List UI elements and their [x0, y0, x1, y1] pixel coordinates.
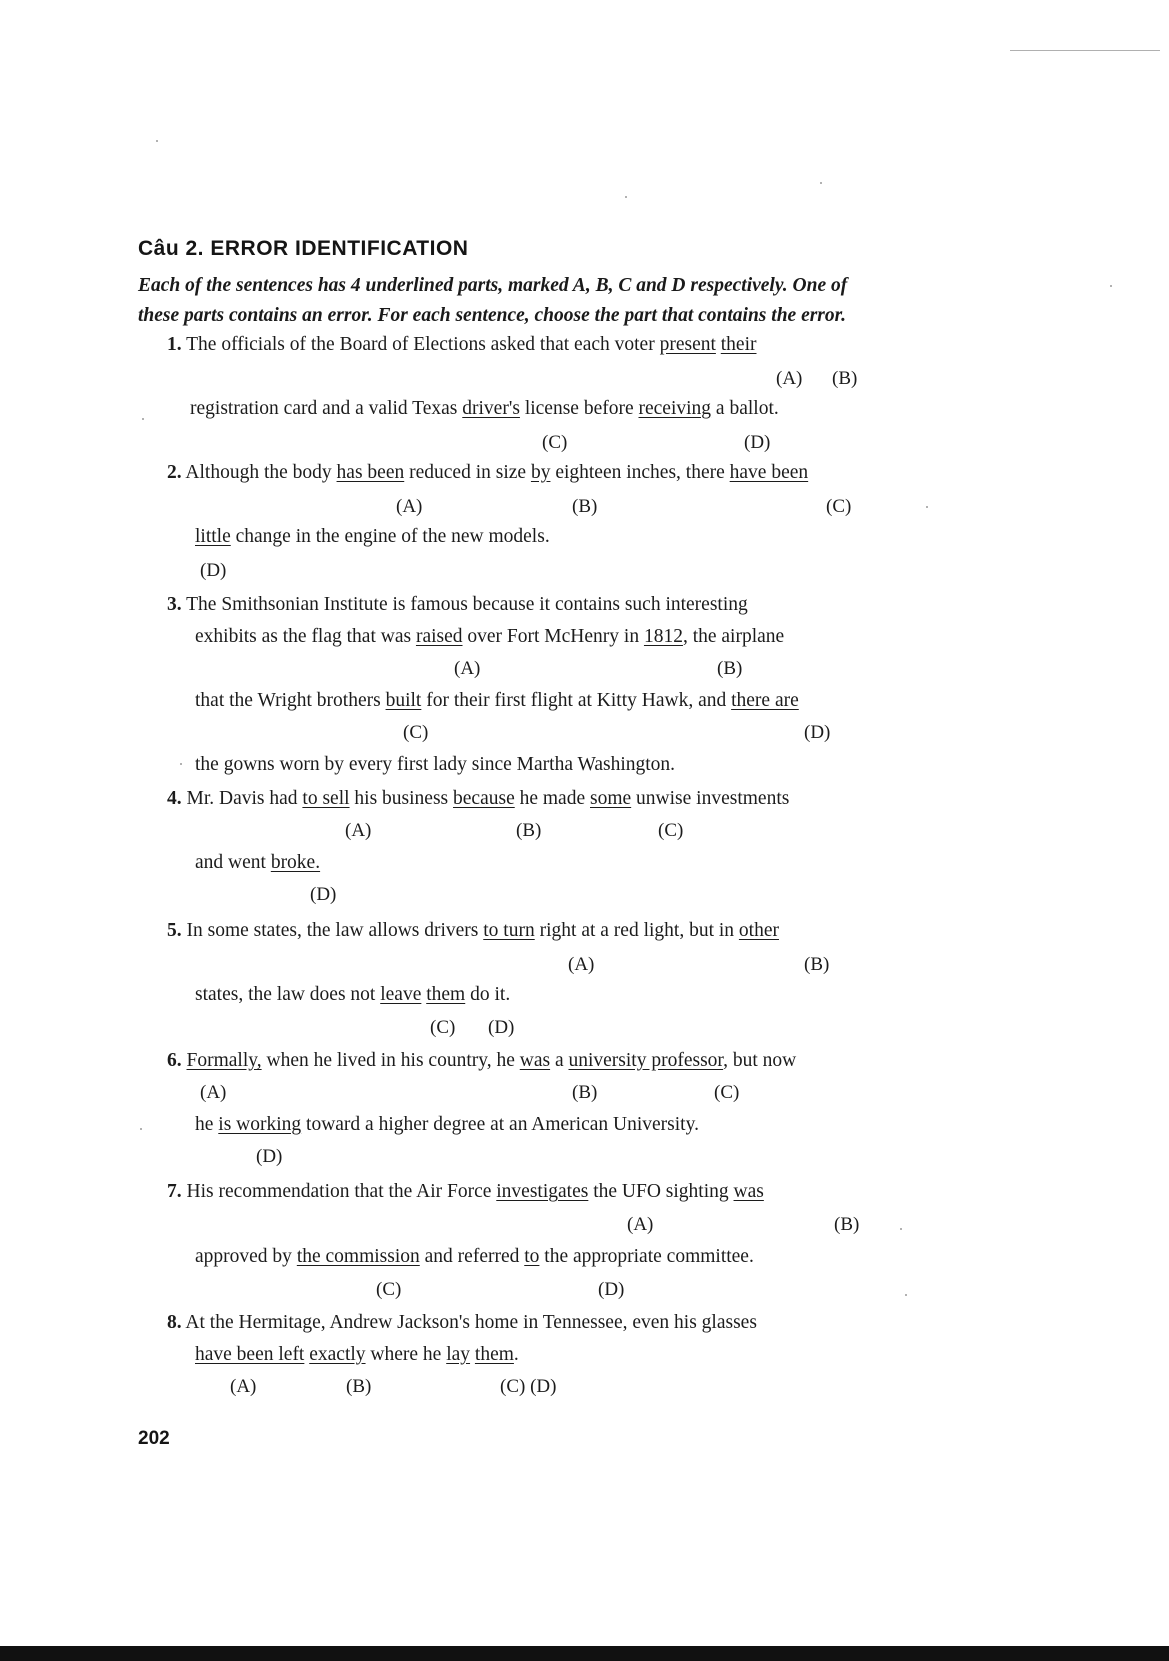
underlined-part-a: has been: [336, 462, 405, 483]
sentence-text: he made: [514, 788, 590, 809]
option-label-a: (A): [345, 820, 372, 841]
underlined-part-b: their: [720, 334, 757, 355]
question-6-line-2: [195, 1114, 699, 1136]
underlined-part-c: built: [385, 690, 422, 711]
option-label-c: (C): [826, 496, 852, 517]
underlined-part-a: investigates: [496, 1181, 589, 1202]
sentence-text: The officials of the Board of Elections asked that each voter: [181, 334, 660, 355]
option-label-b: (B): [832, 368, 858, 389]
sentence-text: toward a higher degree at an American University.: [301, 1114, 699, 1135]
sentence-text: , but now: [723, 1050, 797, 1071]
question-5-line-1: [167, 920, 779, 942]
question-number: 1.: [167, 334, 182, 355]
underlined-part-d: is working: [218, 1114, 302, 1135]
sentence-text: approved by: [195, 1246, 297, 1267]
underlined-part-a: have been left: [195, 1344, 305, 1365]
question-2-line-1: [167, 462, 808, 484]
question-4-line-1: [167, 788, 789, 810]
question-2-line-2: [195, 526, 550, 548]
question-6-line-1: [167, 1050, 796, 1072]
scan-bottom-edge: [0, 1646, 1169, 1661]
option-label-b: (B): [346, 1376, 372, 1397]
option-label-a: (A): [776, 368, 803, 389]
option-label-d: (D): [804, 722, 831, 743]
sentence-text: his business: [349, 788, 454, 809]
underlined-part-c: have been: [729, 462, 809, 483]
scan-speck: [625, 196, 627, 198]
underlined-part-a: Formally,: [186, 1050, 262, 1071]
question-3-line-2: [195, 626, 784, 648]
sentence-text: that the Wright brothers: [195, 690, 386, 711]
underlined-part-c: leave: [380, 984, 422, 1005]
option-label-c: (C): [542, 432, 568, 453]
sentence-text: he: [195, 1114, 219, 1135]
question-8-line-1: [167, 1312, 757, 1334]
underlined-part-a: raised: [415, 626, 463, 647]
sentence-text: In some states, the law allows drivers: [181, 920, 484, 941]
sentence-text: and went: [195, 852, 271, 873]
question-number: 7.: [167, 1181, 182, 1202]
sentence-text: the appropriate committee.: [539, 1246, 754, 1267]
option-label-a: (A): [396, 496, 423, 517]
sentence-text: when he lived in his country, he: [261, 1050, 520, 1071]
option-label-c: (C): [403, 722, 429, 743]
sentence-text: Although the body: [181, 462, 337, 483]
underlined-part-b: 1812: [643, 626, 683, 647]
scan-speck: [820, 182, 822, 184]
sentence-text: license before: [519, 398, 639, 419]
instructions-line-1: Each of the sentences has 4 underlined parts, marked A, B, C and D respectively. One of: [138, 275, 848, 296]
underlined-part-b: was: [519, 1050, 551, 1071]
sentence-text: exhibits as the flag that was: [195, 626, 416, 647]
question-1-line-1: [167, 334, 757, 356]
sentence-text: Mr. Davis had: [181, 788, 303, 809]
sentence-text: eighteen inches, there: [550, 462, 730, 483]
option-label-d: (D): [744, 432, 771, 453]
option-label-a: (A): [454, 658, 481, 679]
section-heading: Câu 2. ERROR IDENTIFICATION: [138, 237, 469, 260]
sentence-text: unwise investments: [631, 788, 790, 809]
sentence-text: reduced in size: [404, 462, 531, 483]
underlined-part-a: present: [659, 334, 716, 355]
option-label-a: (A): [230, 1376, 257, 1397]
option-label-c: (C): [658, 820, 684, 841]
sentence-text: His recommendation that the Air Force: [181, 1181, 497, 1202]
question-3-line-1: [167, 594, 748, 616]
sentence-text: a ballot.: [711, 398, 779, 419]
option-label-d: (D): [310, 884, 337, 905]
underlined-part-b: was: [733, 1181, 764, 1202]
option-label-c: (C): [376, 1279, 402, 1300]
sentence-text: for their first flight at Kitty Hawk, and: [421, 690, 732, 711]
underlined-part-d: them: [474, 1344, 514, 1365]
question-3-line-3: [195, 690, 799, 712]
scan-speck: [1110, 285, 1112, 287]
question-number: 5.: [167, 920, 182, 941]
scan-artifact-line: [1010, 50, 1160, 51]
scan-speck: [180, 763, 182, 765]
question-7-line-2: [195, 1246, 754, 1268]
option-label-b: (B): [804, 954, 830, 975]
underlined-part-b: exactly: [309, 1344, 366, 1365]
underlined-part-d: to: [524, 1246, 540, 1267]
underlined-part-b: because: [453, 788, 515, 809]
underlined-part-c: the commission: [296, 1246, 420, 1267]
underlined-part-c: lay: [446, 1344, 471, 1365]
question-number: 8.: [167, 1312, 182, 1333]
option-label-a: (A): [627, 1214, 654, 1235]
question-number: 3.: [167, 594, 182, 615]
scan-speck: [156, 140, 158, 142]
underlined-part-d: broke.: [270, 852, 321, 873]
sentence-text: registration card and a valid Texas: [190, 398, 463, 419]
option-label-c: (C): [430, 1017, 456, 1038]
option-label-b: (B): [717, 658, 743, 679]
instructions-line-2: these parts contains an error. For each sentence, choose the part that contains the error.: [138, 305, 847, 326]
sentence-text: over Fort McHenry in: [462, 626, 644, 647]
underlined-part-a: to sell: [302, 788, 350, 809]
option-label-b: (B): [572, 1082, 598, 1103]
scan-speck: [900, 1228, 902, 1230]
option-label-c: (C): [714, 1082, 740, 1103]
underlined-part-d: them: [426, 984, 466, 1005]
underlined-part-b: by: [530, 462, 551, 483]
option-label-b: (B): [516, 820, 542, 841]
option-label-d: (D): [488, 1017, 515, 1038]
sentence-text: do it.: [465, 984, 511, 1005]
underlined-part-c: some: [590, 788, 632, 809]
option-label-a: (A): [568, 954, 595, 975]
underlined-part-b: other: [738, 920, 779, 941]
sentence-text: change in the engine of the new models.: [230, 526, 550, 547]
option-label-b: (B): [572, 496, 598, 517]
option-label-b: (B): [834, 1214, 860, 1235]
scan-speck: [905, 1294, 907, 1296]
option-label-a: (A): [200, 1082, 227, 1103]
sentence-text: .: [513, 1344, 519, 1365]
sentence-text: states, the law does not: [195, 984, 381, 1005]
sentence-text: where he: [365, 1344, 447, 1365]
question-number: 2.: [167, 462, 182, 483]
option-label-d: (D): [598, 1279, 625, 1300]
option-label-d: (D): [200, 560, 227, 581]
underlined-part-c: university professor: [568, 1050, 724, 1071]
underlined-part-d: little: [195, 526, 231, 547]
option-label-d: (D): [256, 1146, 283, 1167]
question-1-line-2: [190, 398, 779, 420]
question-number: 4.: [167, 788, 182, 809]
underlined-part-d: receiving: [638, 398, 712, 419]
question-5-line-2: [195, 984, 510, 1006]
scan-speck: [926, 506, 928, 508]
scan-speck: [140, 1128, 142, 1130]
question-number: 6.: [167, 1050, 182, 1071]
sentence-text: the gowns worn by every first lady since Martha Washington.: [195, 754, 676, 775]
sentence-text: right at a red light, but in: [534, 920, 739, 941]
sentence-text: a: [550, 1050, 569, 1071]
page-number: 202: [138, 1428, 170, 1449]
sentence-text: and referred: [419, 1246, 525, 1267]
sentence-text: The Smithsonian Institute is famous because it contains such interesting: [181, 594, 748, 615]
question-7-line-1: [167, 1181, 764, 1203]
sentence-text: the UFO sighting: [588, 1181, 734, 1202]
sentence-text: , the airplane: [682, 626, 785, 647]
question-4-line-2: [195, 852, 320, 874]
question-8-line-2: [195, 1344, 519, 1366]
question-3-line-4: [195, 754, 675, 776]
underlined-part-c: driver's: [462, 398, 520, 419]
underlined-part-d: there are: [731, 690, 799, 711]
sentence-text: At the Hermitage, Andrew Jackson's home in Tennessee, even his glasses: [181, 1312, 757, 1333]
option-label-cd: (C) (D): [500, 1376, 557, 1397]
scan-speck: [142, 418, 144, 420]
underlined-part-a: to turn: [483, 920, 535, 941]
